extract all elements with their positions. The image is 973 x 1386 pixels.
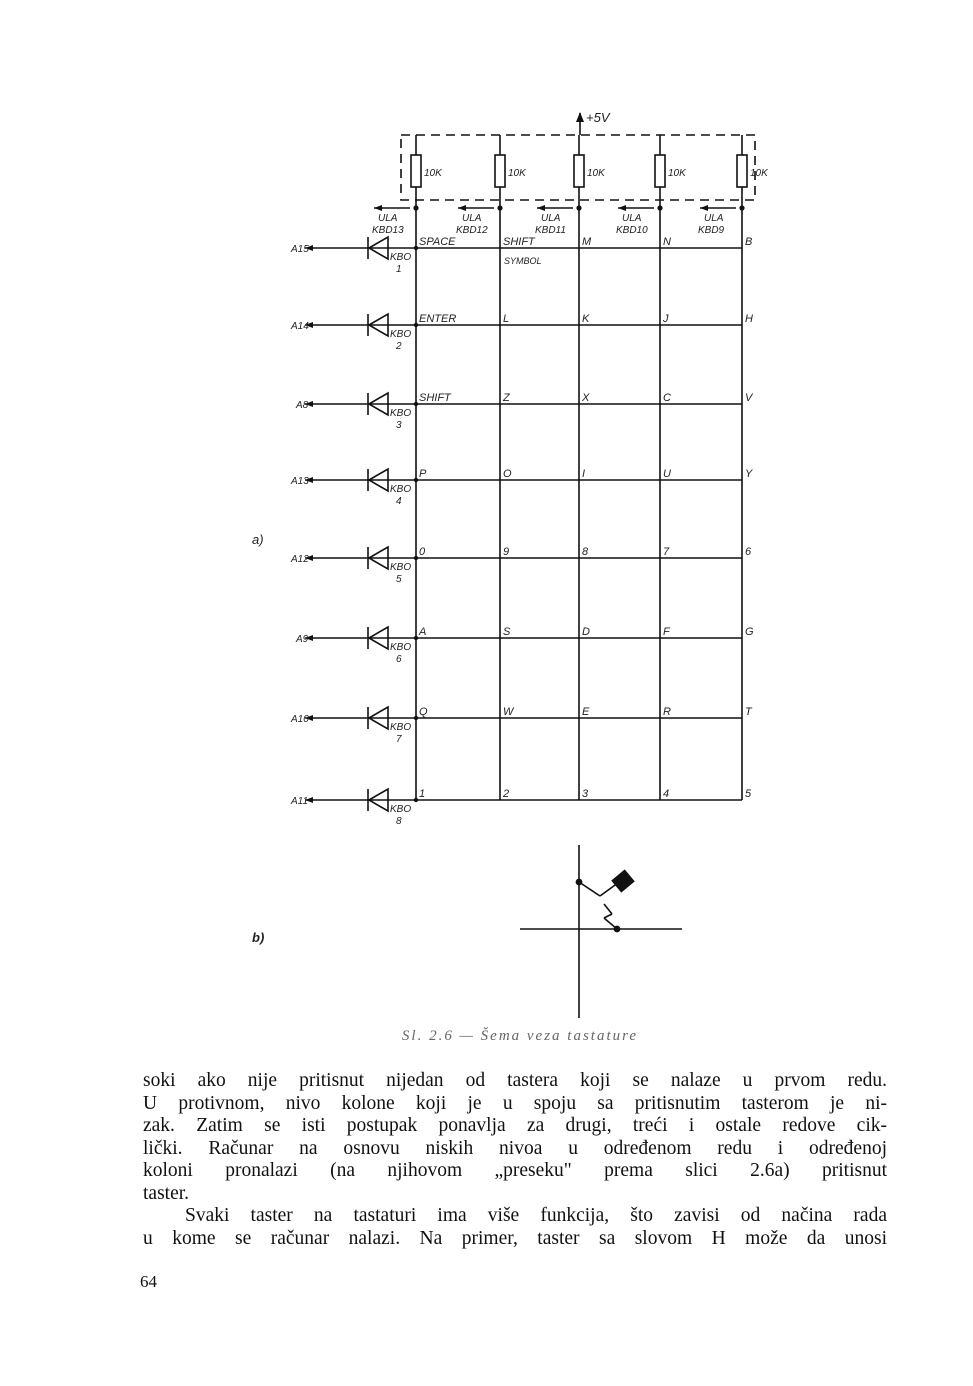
junction-dot: [414, 478, 418, 482]
resistor-label: 10K: [587, 168, 605, 179]
body-line: soki ako nije pritisnut nijedan od tastera koji se nalaze u prvom redu.: [143, 1070, 887, 1091]
resistor-label: 10K: [750, 168, 768, 179]
key-label: 8: [582, 546, 589, 558]
junction-dot: [414, 636, 418, 640]
address-label: A13: [291, 476, 309, 487]
kbo-number: 5: [396, 574, 402, 585]
resistor-label: 10K: [668, 168, 686, 179]
key-label: 3: [582, 788, 589, 800]
page-number: 64: [140, 1272, 157, 1291]
body-paragraph: [143, 1070, 887, 1250]
kbo-number: 3: [396, 420, 402, 431]
junction-dot: [414, 402, 418, 406]
body-line: u kome se računar nalazi. Na primer, taster sa slovom H može da unosi: [143, 1227, 887, 1249]
key-label: N: [663, 236, 671, 248]
junction-dot: [414, 246, 418, 250]
key-label: D: [582, 626, 590, 638]
address-label: A12: [291, 554, 309, 565]
key-label: SPACE: [419, 236, 456, 248]
key-label: M: [582, 236, 592, 248]
kbo-label: KBO: [390, 562, 412, 573]
address-label: A8: [296, 400, 309, 411]
kbo-label: KBO: [390, 252, 412, 263]
kbo-label: KBO: [390, 408, 412, 419]
key-label: U: [663, 468, 671, 480]
junction-dot: [414, 798, 418, 802]
key-label: G: [745, 626, 754, 638]
key-label: 9: [503, 546, 510, 558]
resistor: [655, 155, 665, 187]
key-label: P: [419, 468, 427, 480]
key-label: H: [745, 313, 753, 325]
key-label: 6: [745, 546, 752, 558]
key-label: T: [745, 706, 752, 718]
key-extra-label: SYMBOL: [504, 256, 542, 266]
kbo-label: KBO: [390, 722, 412, 733]
key-label: W: [503, 706, 514, 718]
input-kbd-label: KBD13: [372, 225, 404, 236]
key-label: C: [663, 392, 671, 404]
junction-dot: [657, 205, 662, 210]
key-label: Y: [745, 468, 753, 480]
junction-dot: [739, 205, 744, 210]
input-arrow-head: [458, 205, 466, 211]
key-label: L: [503, 313, 510, 325]
address-label: A14: [291, 321, 309, 332]
key-label: SHIFT: [419, 392, 451, 404]
input-ula-label: ULA: [704, 213, 724, 224]
resistor: [737, 155, 747, 187]
key-label: X: [582, 392, 590, 404]
input-arrow-head: [537, 205, 545, 211]
kbo-number: 7: [396, 734, 402, 745]
kbo-label: KBO: [390, 642, 412, 653]
input-kbd-label: KBD10: [616, 225, 648, 236]
key-label: 1: [419, 788, 426, 800]
kbo-number: 2: [396, 341, 402, 352]
key-label: 2: [503, 788, 510, 800]
junction-dot: [576, 205, 581, 210]
resistor: [411, 155, 421, 187]
input-arrow-head: [700, 205, 708, 211]
key-label: Z: [503, 392, 510, 404]
key-label: B: [745, 236, 753, 248]
input-kbd-label: KBD9: [698, 225, 725, 236]
supply-label: +5V: [586, 110, 610, 125]
key-label: K: [582, 313, 590, 325]
figure-label-b: b): [252, 930, 265, 945]
key-label: 7: [663, 546, 670, 558]
body-line: U protivnom, nivo kolone koji je u spoju sa pritisnutim tasterom je ni-: [143, 1092, 887, 1114]
kbo-number: 6: [396, 654, 402, 665]
junction-dot: [414, 716, 418, 720]
key-label: 0: [419, 546, 426, 558]
kbo-number: 4: [396, 496, 402, 507]
input-kbd-label: KBD11: [535, 225, 566, 236]
input-ula-label: ULA: [541, 213, 561, 224]
kbo-label: KBO: [390, 329, 412, 340]
body-line: zak. Zatim se isti postupak ponavlja za drugi, treći i ostale redove cik-: [143, 1115, 887, 1136]
input-ula-label: ULA: [622, 213, 642, 224]
key-label: 5: [745, 788, 752, 800]
key-label: A: [419, 626, 427, 638]
address-label: A9: [296, 634, 309, 645]
resistor: [495, 155, 505, 187]
junction-dot: [497, 205, 502, 210]
key-label: E: [582, 706, 590, 718]
key-label: 4: [663, 788, 670, 800]
kbo-number: 1: [396, 264, 402, 275]
body-line: Svaki taster na tastaturi ima više funkcija, što zavisi od načina rada: [185, 1205, 887, 1226]
kbo-number: 8: [396, 816, 402, 827]
address-label: A10: [291, 714, 309, 725]
input-arrow-head: [374, 205, 382, 211]
switch-detail-diagram: [520, 845, 682, 1018]
resistor-label: 10K: [424, 168, 442, 179]
input-ula-label: ULA: [378, 213, 398, 224]
key-label: R: [663, 706, 671, 718]
input-kbd-label: KBD12: [456, 225, 488, 236]
figure-label-a: a): [252, 532, 264, 547]
key-label: O: [503, 468, 512, 480]
address-label: A15: [291, 244, 309, 255]
body-line: taster.: [143, 1182, 190, 1204]
key-label: J: [663, 313, 669, 325]
address-label: A11: [291, 796, 309, 807]
input-ula-label: ULA: [462, 213, 482, 224]
junction-dot: [413, 205, 418, 210]
resistor: [574, 155, 584, 187]
kbo-label: KBO: [390, 804, 412, 815]
key-label: S: [503, 626, 511, 638]
junction-dot: [414, 556, 418, 560]
key-label: ENTER: [419, 313, 457, 325]
resistor-label: 10K: [508, 168, 526, 179]
key-label: I: [582, 468, 586, 480]
junction-dot: [414, 323, 418, 327]
key-label: Q: [419, 706, 428, 718]
key-label: F: [663, 626, 670, 638]
body-line: koloni pronalazi (na njihovom „preseku" prema slici 2.6a) pritisnut: [143, 1160, 887, 1181]
figure-caption: Sl. 2.6 — Šema veza tastature: [401, 1028, 639, 1044]
key-label: V: [745, 392, 753, 404]
key-label: SHIFT: [503, 236, 535, 248]
kbo-label: KBO: [390, 484, 412, 495]
body-line: lički. Računar na osnovu niskih nivoa u određenom redu i određenoj: [143, 1137, 887, 1159]
input-arrow-head: [618, 205, 626, 211]
